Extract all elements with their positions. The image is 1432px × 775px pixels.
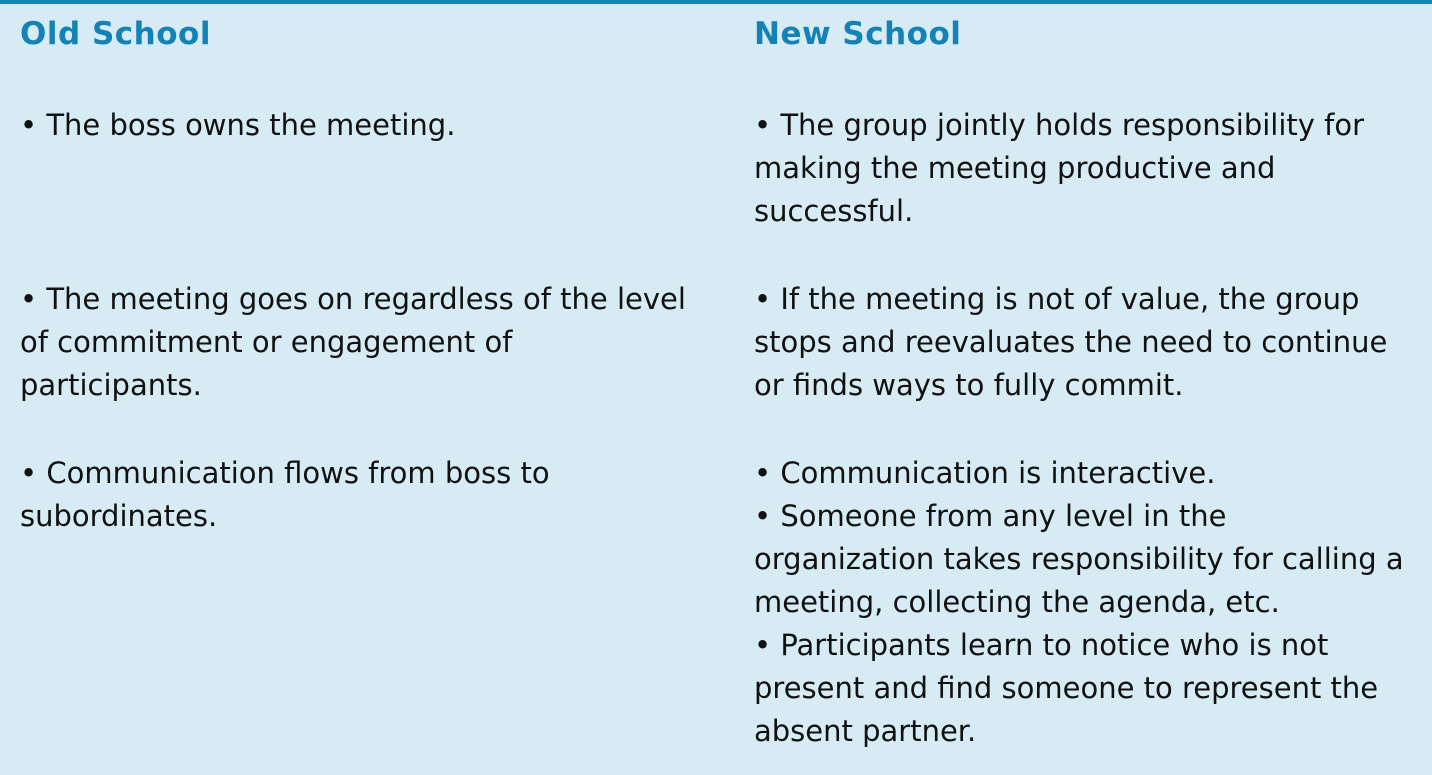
new-school-item: • Communication is interactive. — [754, 456, 1216, 490]
old-school-item: • The boss owns the meeting. — [20, 108, 456, 142]
old-school-heading: Old School — [20, 16, 211, 52]
old-school-item: • Communication flows from boss to subordinates. — [20, 456, 550, 533]
old-school-item: • The meeting goes on regardless of the level of commitment or engagement of participants. — [20, 282, 686, 402]
new-school-item: • The group jointly holds responsibility for making the meeting productive and successful. — [754, 108, 1365, 228]
new-school-item: • Participants learn to notice who is not present and find someone to represent the absent partner. — [754, 628, 1379, 748]
new-school-item: • Someone from any level in the organization takes responsibility for calling a meeting, collecting the agenda, etc. — [754, 499, 1404, 619]
new-school-heading: New School — [754, 16, 962, 52]
new-school-item: • If the meeting is not of value, the group stops and reevaluates the need to continue or finds ways to fully commit. — [754, 282, 1388, 402]
